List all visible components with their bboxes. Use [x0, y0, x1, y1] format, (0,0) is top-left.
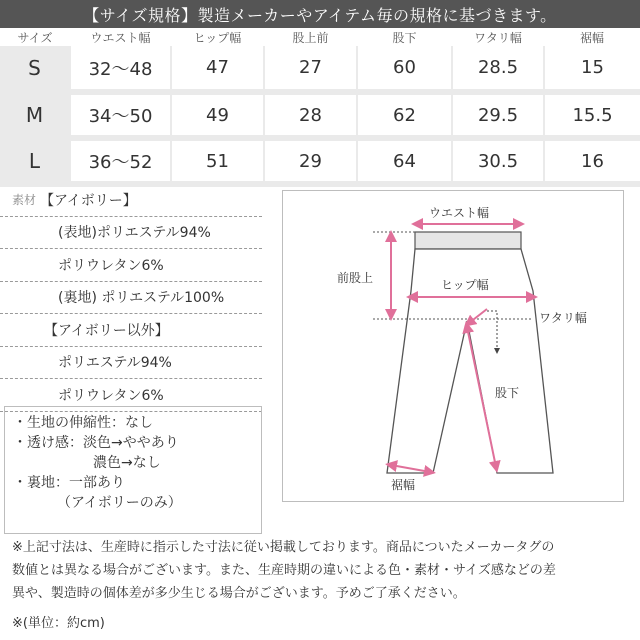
hip-label: ヒップ幅 — [441, 278, 489, 292]
header-inseam: 股下 — [357, 28, 452, 46]
material-line: (表地)ポリエステル94% — [58, 225, 211, 242]
table-row — [0, 46, 640, 92]
cell-inseam: 64 — [357, 138, 452, 184]
note-lining-detail: （アイボリーのみ） — [57, 495, 182, 511]
cell-hem: 15.5 — [544, 92, 640, 138]
size-table — [0, 28, 640, 187]
thigh-label: ワタリ幅 — [539, 311, 587, 325]
pants-diagram-svg — [283, 191, 625, 503]
cell-waist: 36〜52 — [70, 138, 171, 184]
cell-hip: 47 — [171, 46, 264, 92]
list-item — [0, 184, 262, 217]
material-line: (裏地) ポリエステル100% — [58, 290, 225, 307]
cell-rise: 29 — [264, 138, 357, 184]
header-thigh: ワタリ幅 — [452, 28, 544, 46]
header-rise: 股上前 — [264, 28, 357, 46]
cell-waist: 32〜48 — [70, 46, 171, 92]
note-sheer: ・透け感：淡色→ややあり — [13, 435, 179, 451]
cell-hip: 49 — [171, 92, 264, 138]
hem-label: 裾幅 — [391, 478, 416, 492]
header-hip: ヒップ幅 — [171, 28, 264, 46]
measurement-diagram — [282, 190, 624, 502]
material-line: 【アイボリー以外】 — [44, 322, 169, 339]
cell-thigh: 29.5 — [452, 92, 544, 138]
note-lining: ・裏地：一部あり — [13, 475, 125, 491]
size-spec-title: 【サイズ規格】製造メーカーやアイテム毎の規格に基づきます。 — [0, 0, 640, 28]
cell-thigh: 28.5 — [452, 46, 544, 92]
cell-thigh: 30.5 — [452, 138, 544, 184]
list-item — [0, 347, 262, 380]
footnote-line: 数値とは異なる場合がございます。また、生産時期の違いによる色・素材・サイズ感などの差 — [12, 563, 556, 578]
material-line: ポリエステル94% — [58, 355, 172, 372]
material-line: 【アイボリー】 — [40, 192, 137, 209]
cell-hem: 16 — [544, 138, 640, 184]
header-size: サイズ — [0, 28, 70, 46]
cell-hip: 51 — [171, 138, 264, 184]
cell-rise: 27 — [264, 46, 357, 92]
material-line: ポリウレタン6% — [58, 387, 164, 404]
cell-inseam: 60 — [357, 46, 452, 92]
header-waist: ウエスト幅 — [70, 28, 171, 46]
size-label: M — [0, 92, 70, 138]
table-row — [0, 92, 640, 138]
note-stretch: ・生地の伸縮性：なし — [13, 415, 153, 431]
footnote-line: 異や、製造時の個体差が多少生じる場合がございます。予めご了承ください。 — [12, 586, 466, 601]
material-list — [0, 184, 262, 412]
header-hem: 裾幅 — [544, 28, 640, 46]
size-label: L — [0, 138, 70, 184]
note-sheer-dark: 濃色→なし — [93, 455, 161, 471]
inseam-label: 股下 — [495, 386, 520, 400]
cell-waist: 34〜50 — [70, 92, 171, 138]
cell-inseam: 62 — [357, 92, 452, 138]
table-header-row — [0, 28, 640, 46]
waist-label: ウエスト幅 — [429, 206, 490, 220]
size-label: S — [0, 46, 70, 92]
material-line: ポリウレタン6% — [58, 257, 164, 274]
material-label: 素材 — [12, 193, 37, 208]
list-item — [0, 314, 262, 347]
list-item — [0, 249, 262, 282]
fabric-notes — [4, 406, 262, 534]
rise-label: 前股上 — [337, 271, 374, 285]
disclaimer-footnote — [12, 536, 632, 605]
list-item — [0, 282, 262, 315]
unit-note: ※(単位：約cm) — [12, 616, 105, 631]
cell-rise: 28 — [264, 92, 357, 138]
list-item — [0, 217, 262, 250]
cell-hem: 15 — [544, 46, 640, 92]
footnote-line: ※上記寸法は、生産時に指示した寸法に従い掲載しております。商品についたメーカータグの — [12, 540, 555, 555]
table-row — [0, 138, 640, 184]
waistband-shape — [415, 232, 521, 249]
